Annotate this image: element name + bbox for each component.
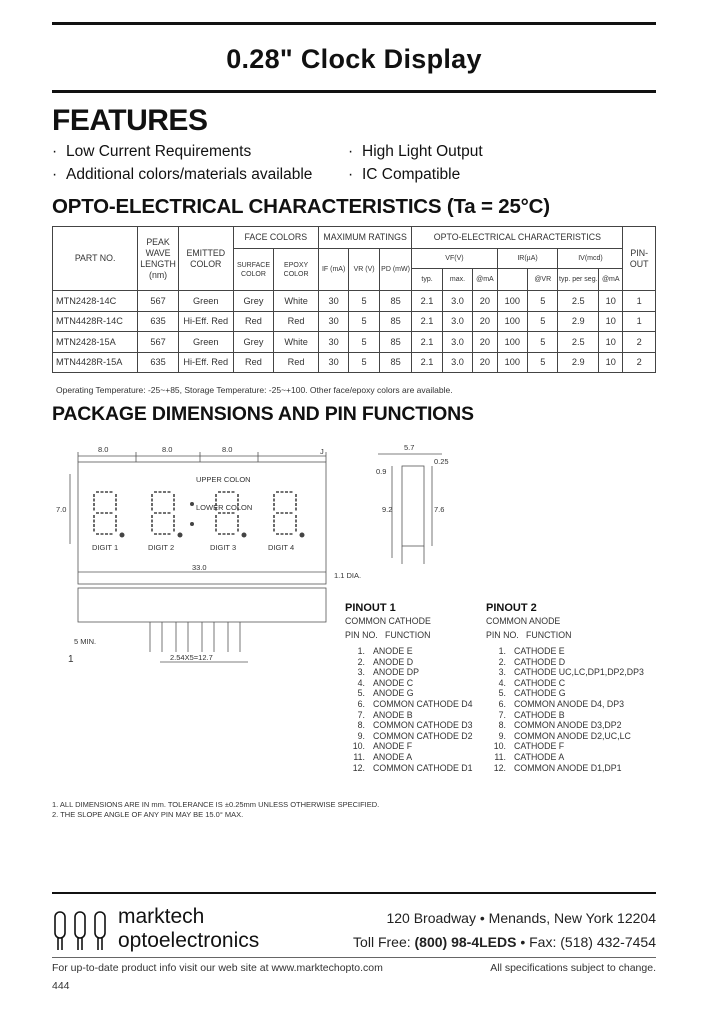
table-cell: Green [178,332,233,353]
pin-row [478,741,564,751]
table-cell: White [274,332,319,353]
pin-function: COMMON CATHODE D2 [373,730,473,741]
pin-number: 8. [357,720,365,731]
table-cell: Red [274,311,319,332]
upper-colon-label: UPPER COLON [196,475,251,484]
table-cell: Red [233,311,274,332]
col-opto-char: OPTO-ELECTRICAL CHARACTERISTICS [412,227,623,249]
col-at-ma: @mA [473,269,497,291]
table-cell: Grey [233,291,274,312]
table-cell: 2 [623,332,656,353]
table-cell: MTN4428R-14C [53,311,138,332]
table-cell: 30 [318,332,348,353]
pinout1-title: PINOUT 1 [345,602,396,614]
pin-number: 9. [357,730,365,741]
pin-row [337,688,414,698]
pin-number: 3. [357,667,365,678]
pin-function: ANODE F [373,741,413,752]
col-surface: SURFACE COLOR [233,249,274,291]
table-cell: 85 [379,352,411,373]
pin-row [337,763,473,773]
table-cell: 10 [599,332,623,353]
pinout1-col-pin: PIN NO. [345,630,378,640]
dim-label-3: 8.0 [222,445,233,454]
pin-number: 12. [493,762,506,773]
table-cell: 30 [318,311,348,332]
pinout1-col-function: FUNCTION [385,630,431,640]
dim-label-1: 8.0 [98,445,109,454]
pin-row [337,752,412,762]
digit-2-glyph [152,492,174,534]
pin-function: CATHODE D [514,656,566,667]
logo-line-2: optoelectronics [118,929,260,952]
pin-function: CATHODE B [514,709,565,720]
table-cell: 2.5 [558,291,599,312]
table-row [53,352,656,373]
pin-number: 2. [498,656,506,667]
dim-label-5: 0.9 [376,467,387,476]
table-cell: 2.9 [558,311,599,332]
pin-number: 3. [498,667,506,678]
col-pinout: PIN-OUT [623,227,656,291]
digit-glyphs [94,492,296,534]
digit-3-glyph [216,492,238,534]
pin-number: 1. [498,646,506,656]
pinout2-title: PINOUT 2 [486,602,537,614]
pin-number: 11. [353,752,365,762]
pin-function: ANODE G [373,688,414,699]
pin-function: ANODE D [373,656,414,667]
pin-row [337,710,413,720]
pin-function: ANODE A [373,752,413,762]
dim-label-9: 7.6 [434,505,445,514]
digit-4-label: DIGIT 4 [268,543,295,552]
bullet: · [52,166,58,183]
table-cell: 20 [473,311,497,332]
base-body [78,588,326,622]
table-cell: 5 [349,352,379,373]
pin-row [337,667,419,677]
contact-line [353,934,656,950]
dim-label-11: 1.1 DIA. [334,571,362,580]
pin-row [337,699,473,709]
table-cell: White [274,291,319,312]
pinout2-col-function: FUNCTION [526,630,572,640]
col-peak-wave: PEAK WAVE LENGTH (nm) [138,227,179,291]
table-cell: MTN2428-15A [53,332,138,353]
logo-line-1: marktech [118,905,205,928]
pin-number: 11. [494,752,506,762]
pin-number: 7. [357,709,365,720]
pin-number: 8. [498,720,506,731]
table-cell: MTN2428-14C [53,291,138,312]
bullet: · [52,143,58,160]
digit-1-glyph [94,492,116,534]
spec-table [52,226,656,373]
table-cell: 100 [497,291,527,312]
package-heading: PACKAGE DIMENSIONS AND PIN FUNCTIONS [52,403,474,425]
table-cell: 85 [379,332,411,353]
pinout2-col-pin: PIN NO. [486,630,519,640]
table-cell: Grey [233,332,274,353]
table-cell: 2.1 [412,291,442,312]
table-cell: 30 [318,291,348,312]
table-cell: 5 [528,352,558,373]
dim-label-7: 7.0 [56,505,67,514]
dim-label-2: 8.0 [162,445,173,454]
pin-function: ANODE B [373,709,413,720]
col-vr: VR (V) [349,249,379,291]
pin-number: 10. [352,741,365,752]
dim-label-12: 5 MIN. [74,637,97,646]
pin-number: 12. [352,762,365,773]
col-ir-val [497,269,527,291]
table-cell: 10 [599,291,623,312]
table-cell: 635 [138,311,179,332]
toll-prefix: Toll Free: [353,934,415,950]
col-part-no: PART NO. [53,227,138,291]
col-pd: PD (mW) [379,249,411,291]
fax: • Fax: (518) 432-7454 [516,934,656,950]
pin-row [337,657,413,667]
dim-label-8: 9.2 [382,505,393,514]
pin-function: ANODE C [373,677,414,688]
digit-1-label: DIGIT 1 [92,543,119,552]
table-row [53,332,656,353]
pin-row [478,657,565,667]
feature-item: · High Light Output [348,143,483,160]
feature-item: · IC Compatible [348,166,461,183]
pin-number: 6. [498,699,506,709]
package-note-2: 2. THE SLOPE ANGLE OF ANY PIN MAY BE 15.0° MAX. [52,810,244,819]
pin-function: COMMON ANODE D4, DP3 [514,699,624,709]
table-cell: 3.0 [442,332,472,353]
pin-function: COMMON ANODE D3,DP2 [514,720,622,731]
digit-2-label: DIGIT 2 [148,543,175,552]
pin-number: 10. [493,741,506,752]
col-typ: typ. [412,269,442,291]
bullet: · [348,166,354,183]
pin-function: CATHODE A [514,752,565,762]
feature-item: · Low Current Requirements [52,143,252,160]
pin-row [478,688,566,698]
table-row [53,311,656,332]
table-cell: 1 [623,291,656,312]
table-cell: 20 [473,291,497,312]
side-view [402,466,424,546]
toll-number: (800) 98-4LEDS [414,934,517,950]
table-cell: 5 [349,291,379,312]
pin-number: 4. [498,677,506,688]
col-iv: IV(mcd) [558,249,623,269]
table-cell: MTN4428R-15A [53,352,138,373]
col-emitted: EMITTED COLOR [178,227,233,291]
feature-item: · Additional colors/materials available [52,166,313,183]
address: 120 Broadway • Menands, New York 12204 [386,910,656,926]
pin-row [478,720,622,730]
dim-label-13: 2.54X5=12.7 [170,653,213,662]
pin-number: 6. [357,699,365,709]
pin-number: 7. [498,709,506,720]
table-cell: 5 [528,332,558,353]
pins [150,622,240,652]
dim-label-6: 0.25 [434,457,449,466]
table-cell: 1 [623,311,656,332]
table-cell: 3.0 [442,291,472,312]
table-cell: Green [178,291,233,312]
dim-letter: J [320,447,324,456]
table-cell: 10 [599,311,623,332]
pin-row [478,710,565,720]
table-cell: 5 [528,311,558,332]
pin-number: 4. [357,677,365,688]
table-cell: 3.0 [442,352,472,373]
pin-function: CATHODE UC,LC,DP1,DP2,DP3 [514,667,644,678]
table-cell: 3.0 [442,311,472,332]
pin-function: ANODE E [373,646,413,656]
package-note-1: 1. ALL DIMENSIONS ARE IN mm. TOLERANCE IS ±0.25mm UNLESS OTHERWISE SPECIFIED. [52,800,380,809]
digit-3-label: DIGIT 3 [210,543,237,552]
pin-row [337,646,413,656]
table-cell: 635 [138,352,179,373]
pin-number: 1. [357,646,365,656]
pin-row [337,741,412,751]
pin-number: 5. [357,688,365,699]
page-number: 444 [52,980,70,992]
pin-row [478,667,644,677]
col-typ-seg: typ. per seg. [558,269,599,291]
pin-function: CATHODE F [514,741,565,752]
pinout2-type: COMMON ANODE [486,616,561,626]
table-cell: Hi-Eff. Red [178,352,233,373]
col-at-vr: @VR [528,269,558,291]
pin-function: COMMON CATHODE D1 [373,762,473,773]
table-cell: 2.1 [412,332,442,353]
table-cell: 2.1 [412,352,442,373]
pin-row [478,678,565,688]
lower-colon-label: LOWER COLON [196,503,253,512]
col-if: IF (mA) [318,249,348,291]
col-epoxy: EPOXY COLOR [274,249,319,291]
table-cell: 2.9 [558,352,599,373]
table-cell: 5 [349,311,379,332]
disclaimer: All specifications subject to change. [490,962,656,974]
pin-row [478,731,631,741]
table-cell: Hi-Eff. Red [178,311,233,332]
pinout1-type: COMMON CATHODE [345,616,431,626]
pin-row [478,699,624,709]
table-cell: 100 [497,352,527,373]
table-cell: Red [274,352,319,373]
table-cell: 2.1 [412,311,442,332]
table-cell: 5 [349,332,379,353]
table-cell: Red [233,352,274,373]
table-cell: 20 [473,332,497,353]
pin-number: 5. [498,688,506,699]
operating-note: Operating Temperature: -25~+85, Storage Temperature: -25~+100. Other face/epoxy colors are available. [56,385,453,395]
top-rule [52,22,656,25]
table-cell: 567 [138,332,179,353]
pin-function: CATHODE G [514,688,566,699]
pin-number: 2. [357,656,365,667]
pin-function: COMMON CATHODE D4 [373,699,473,709]
table-cell: 10 [599,352,623,373]
pin-number: 9. [498,730,506,741]
footer-rule [52,892,656,894]
pin-function: ANODE DP [373,667,419,678]
pin-row [337,731,473,741]
page-title: 0.28" Clock Display [226,44,482,74]
pin-function: COMMON ANODE D1,DP1 [514,762,622,773]
col-face-colors: FACE COLORS [233,227,318,249]
pin-row [478,752,564,762]
title-rule [52,90,656,93]
table-cell: 5 [528,291,558,312]
pin-1-label: 1 [68,654,74,665]
digit-4-glyph [274,492,296,534]
pin-row [337,720,473,730]
table-cell: 2 [623,352,656,373]
bottom-rule [52,957,656,958]
table-cell: 100 [497,332,527,353]
pin-function: CATHODE E [514,646,565,656]
table-cell: 20 [473,352,497,373]
dim-label-10: 33.0 [192,563,207,572]
col-vf: VF(V) [412,249,497,269]
pin-row [478,646,565,656]
table-row [53,291,656,312]
opto-heading: OPTO-ELECTRICAL CHARACTERISTICS (Ta = 25°C) [52,195,550,218]
table-cell: 567 [138,291,179,312]
table-cell: 2.5 [558,332,599,353]
pin-function: COMMON ANODE D2,UC,LC [514,730,631,741]
col-max: max. [442,269,472,291]
table-cell: 85 [379,291,411,312]
pin-row [337,678,413,688]
pin-row [478,763,622,773]
features-heading: FEATURES [52,104,208,137]
dim-label-4: 5.7 [404,443,415,452]
pin-function: COMMON CATHODE D3 [373,720,473,731]
marktech-logo-icon [52,902,116,952]
col-max-ratings: MAXIMUM RATINGS [318,227,411,249]
table-cell: 85 [379,311,411,332]
bullet: · [348,143,354,160]
table-cell: 30 [318,352,348,373]
web-info: For up-to-date product info visit our web site at www.marktechopto.com [52,962,383,974]
col-ir: IR(µA) [497,249,558,269]
col-at-ma2: @mA [599,269,623,291]
table-cell: 100 [497,311,527,332]
pin-function: CATHODE C [514,677,566,688]
